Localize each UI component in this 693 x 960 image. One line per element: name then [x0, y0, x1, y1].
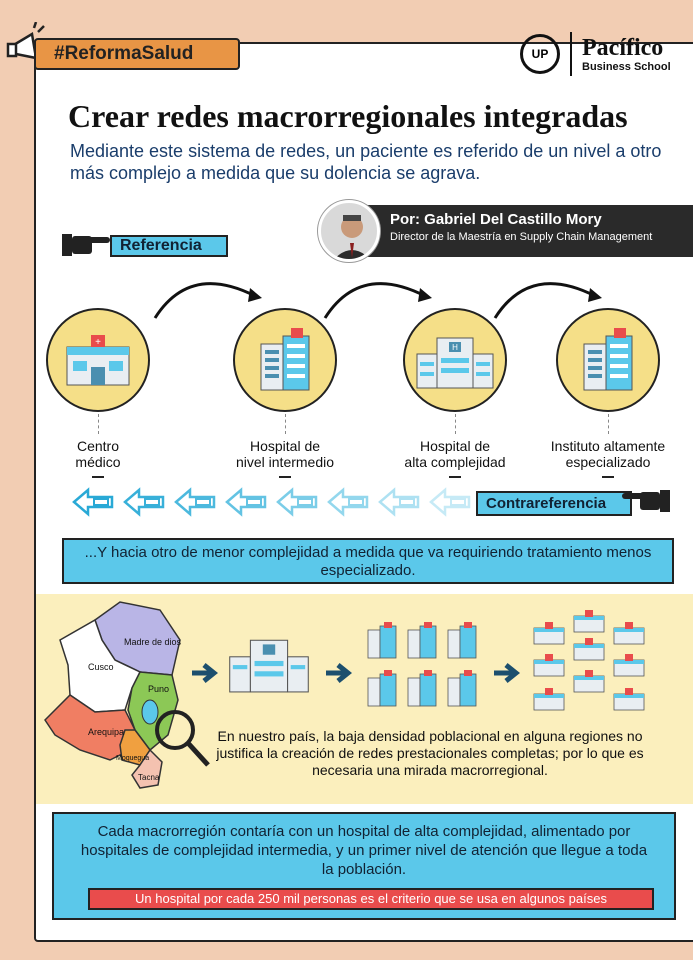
left-arrow-icon [174, 487, 216, 517]
node-label-line1: Centro [76, 438, 120, 454]
hashtag-badge: #ReformaSalud [34, 38, 240, 70]
left-arrow-icon [225, 487, 267, 517]
node-instituto [538, 308, 678, 478]
node-label-line1: Hospital de [249, 438, 321, 454]
criteria-note: Un hospital por cada 250 mil personas es el criterio que se usa en algunos países [88, 888, 654, 910]
left-arrow-icon [276, 487, 318, 517]
left-arrow-icon [378, 487, 420, 517]
node-hospital-intermedio [215, 308, 355, 478]
author-name: Por: Gabriel Del Castillo Mory [390, 211, 602, 228]
university-seal-icon: UP [520, 34, 560, 74]
pacifico-logo [520, 32, 671, 76]
node-hospital-alta [385, 308, 525, 478]
left-arrow-icon [429, 487, 471, 517]
referencia-label: Referencia [110, 235, 228, 257]
map-explanation: En nuestro país, la baja densidad poblacional en alguna regiones no justifica la creación de redes prestacionales completas; por lo que es necesaria una mirada macrorregional. [216, 728, 644, 778]
macroregion-text: Cada macrorregión contaría con un hospital de alta complejidad, alimentado por hospitales de complejidad intermedia, y un primer nivel de atención que llegue a toda la población. [80, 823, 648, 878]
node-label-line2: alta complejidad [404, 454, 506, 470]
map-label-madre-de-dios: Madre de dios [124, 637, 182, 647]
left-arrow-icon [72, 487, 114, 517]
map-label-puno: Puno [148, 684, 170, 694]
intermediate-hospitals-grid [366, 620, 482, 710]
left-arrow-icon [123, 487, 165, 517]
node-label-line2: nivel intermedio [235, 454, 335, 470]
left-arrow-icon [327, 487, 369, 517]
node-centro-medico [28, 308, 168, 478]
institute-icon [556, 308, 660, 412]
clinic-icon [46, 308, 150, 412]
logo-main-text: Pacífico [582, 35, 664, 61]
author-role: Director de la Maestría en Supply Chain Management [390, 231, 653, 243]
counter-referral-arrows [72, 487, 471, 517]
svg-text:H: H [452, 343, 458, 352]
large-hospital-icon [403, 308, 507, 412]
right-arrow-icon [324, 662, 352, 684]
node-label-line2: médico [75, 454, 121, 470]
page-title: Crear redes macrorregionales integradas [68, 98, 628, 134]
pointing-hand-icon [62, 230, 112, 260]
logo-divider [570, 32, 572, 76]
clinics-network-icon [530, 608, 650, 720]
node-label-line2: especializado [565, 454, 651, 470]
author-banner [350, 205, 693, 257]
logo-sub-text: Business School [582, 61, 671, 73]
node-label-line1: Instituto altamente [550, 438, 666, 454]
map-label-cusco: Cusco [88, 662, 114, 672]
peru-regions-map [40, 600, 215, 795]
right-arrow-icon [190, 662, 218, 684]
svg-text:+: + [95, 337, 101, 348]
counter-referral-note: ...Y hacia otro de menor complejidad a medida que va requiriendo tratamiento menos especializado. [62, 538, 674, 584]
author-photo [318, 200, 380, 262]
contrareferencia-label: Contrareferencia [476, 491, 632, 516]
map-label-tacna: Tacna [138, 773, 160, 782]
right-arrow-icon [492, 662, 520, 684]
large-hospital-icon [226, 632, 312, 694]
map-label-arequipa: Arequipa [88, 727, 125, 737]
map-label-moquegua: Moquegua [116, 755, 150, 762]
page-subtitle: Mediante este sistema de redes, un paciente es referido de un nivel a otro más complejo a medida que su dolencia se agrava. [70, 141, 662, 183]
hospital-icon [233, 308, 337, 412]
pointing-hand-left-icon [620, 486, 670, 516]
node-label-line1: Hospital de [419, 438, 491, 454]
